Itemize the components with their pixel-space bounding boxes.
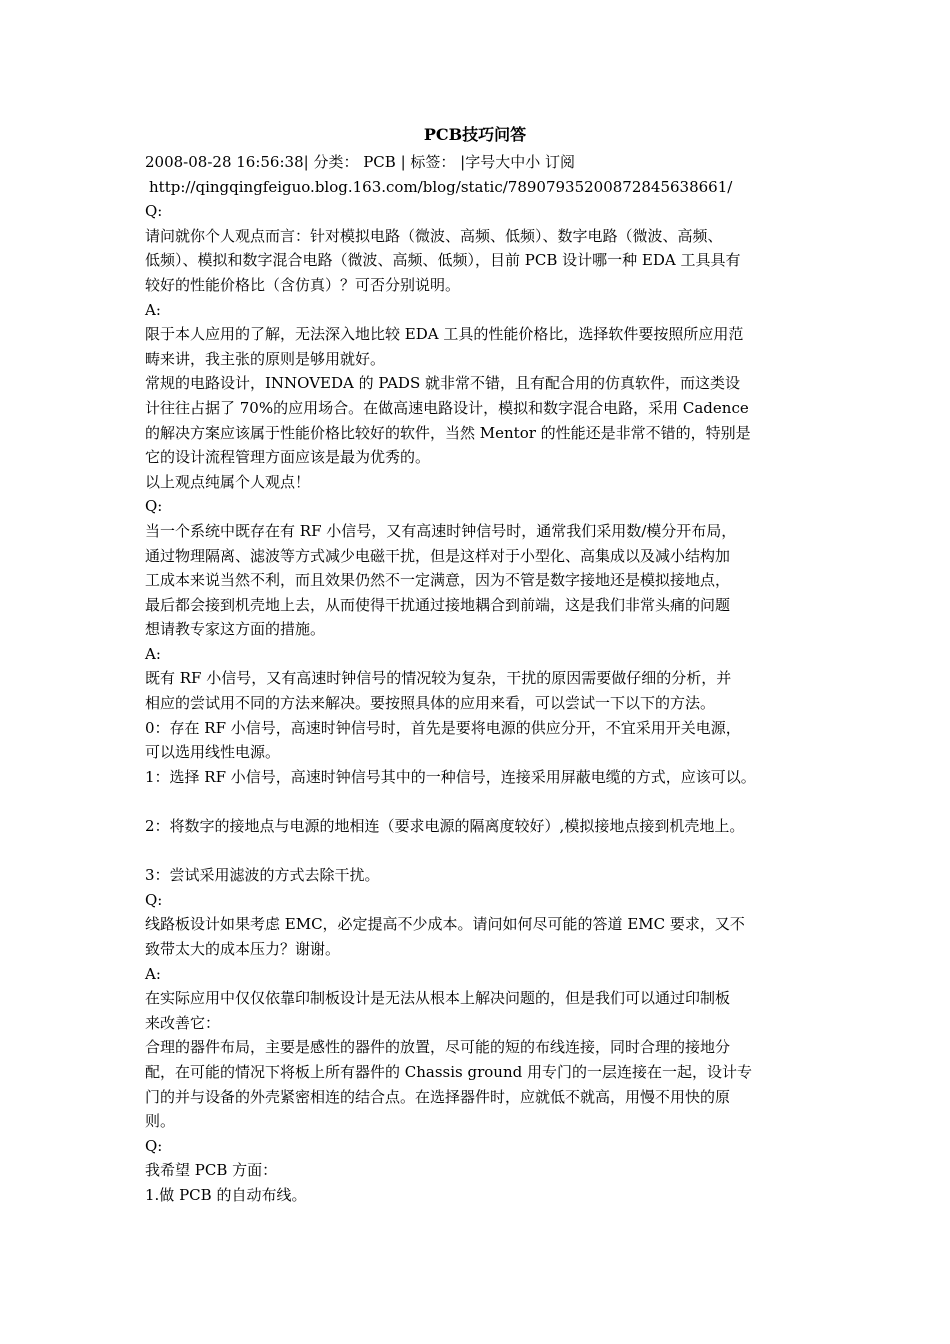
text-line: 合理的器件布局，主要是感性的器件的放置，尽可能的短的布线连接，同时合理的接地分 xyxy=(145,1038,731,1057)
text-line: Q: xyxy=(145,1136,163,1155)
text-line: 较好的性能价格比（含仿真）？可否分别说明。 xyxy=(145,275,461,294)
text-line: 我希望 PCB 方面： xyxy=(145,1161,278,1180)
meta-line: 2008-08-28 16:56:38| 分类： PCB | 标签： |字号大中小 订阅 xyxy=(145,153,575,171)
text-line: 它的设计流程管理方面应该是最为优秀的。 xyxy=(145,448,431,467)
text-line: 低频）、模拟和数字混合电路（微波、高频、低频），目前 PCB 设计哪一种 EDA 工具具有 xyxy=(145,251,741,270)
text-line: 配，在可能的情况下将板上所有器件的 Chassis ground 用专门的一层连接在一起，设计专 xyxy=(145,1062,753,1081)
text-line: 以上观点纯属个人观点！ xyxy=(145,472,311,491)
text-line: 可以选用线性电源。 xyxy=(145,743,281,762)
text-line: Q: xyxy=(145,202,163,221)
text-line: 3：尝试采用滤波的方式去除干扰。 xyxy=(145,866,380,885)
text-line: 既有 RF 小信号，又有高速时钟信号的情况较为复杂，干扰的原因需要做仔细的分析，并 xyxy=(145,669,732,688)
text-line: 线路板设计如果考虑 EMC，必定提高不少成本。请问如何尽可能的答道 EMC 要求，又不 xyxy=(145,915,745,934)
qa-content xyxy=(145,199,821,1207)
text-line: A: xyxy=(145,964,161,983)
text-line: 计往往占据了 70%的应用场合。在做高速电路设计，模拟和数字混合电路，采用 Cadence xyxy=(145,398,749,417)
text-line: 致带太大的成本压力？谢谢。 xyxy=(145,940,341,958)
blank-line xyxy=(145,789,821,814)
text-line: 最后都会接到机壳地上去，从而使得干扰通过接地耦合到前端，这是我们非常头痛的问题 xyxy=(145,595,731,614)
text-line: 在实际应用中仅仅依靠印制板设计是无法从根本上解决问题的，但是我们可以通过印制板 xyxy=(145,989,731,1008)
text-line: 常规的电路设计，INNOVEDA 的 PADS 就非常不错，且有配合用的仿真软件，而这类设 xyxy=(145,374,741,393)
text-line: 来改善它： xyxy=(145,1013,221,1032)
text-line: 0：存在 RF 小信号，高速时钟信号时，首先是要将电源的供应分开，不宜采用开关电源， xyxy=(145,718,741,737)
text-line: 通过物理隔离、滤波等方式减少电磁干扰，但是这样对于小型化、高集成以及减小结构加 xyxy=(145,546,731,565)
text-line: 门的并与设备的外壳紧密相连的结合点。在选择器件时，应就低不就高，用慢不用快的原 xyxy=(145,1087,731,1106)
text-line: 限于本人应用的了解，无法深入地比较 EDA 工具的性能价格比，选择软件要按照所应用范 xyxy=(145,325,744,344)
document-body xyxy=(145,150,821,1208)
text-line: Q: xyxy=(145,497,163,516)
text-line: 1.做 PCB 的自动布线。 xyxy=(145,1185,307,1204)
text-line: 的解决方案应该属于性能价格比较好的软件，当然 Mentor 的性能还是非常不错的，特别是 xyxy=(145,423,751,442)
text-line: 则。 xyxy=(145,1112,176,1131)
blank-line xyxy=(145,839,821,864)
text-line: 想请教专家这方面的措施。 xyxy=(145,620,326,639)
text-line: 相应的尝试用不同的方法来解决。要按照具体的应用来看，可以尝试一下以下的方法。 xyxy=(145,694,716,713)
text-line: A: xyxy=(145,644,161,663)
source-url[interactable]: http://qingqingfeiguo.blog.163.com/blog/static/78907935200872845638661/ xyxy=(149,177,733,196)
text-line: 1：选择 RF 小信号，高速时钟信号其中的一种信号，连接采用屏蔽电缆的方式，应该可以。 xyxy=(145,767,756,786)
text-line: 畴来讲，我主张的原则是够用就好。 xyxy=(145,349,386,368)
text-line: A: xyxy=(145,300,161,319)
text-line: Q: xyxy=(145,890,163,909)
text-line: 2：将数字的接地点与电源的地相连（要求电源的隔离度较好）,模拟接地点接到机壳地上。 xyxy=(145,817,745,836)
document-title: PCB技巧问答 xyxy=(423,125,527,144)
text-line: 当一个系统中既存在有 RF 小信号，又有高速时钟信号时，通常我们采用数/模分开布局， xyxy=(145,521,737,540)
text-line: 工成本来说当然不利，而且效果仍然不一定满意，因为不管是数字接地还是模拟接地点， xyxy=(145,571,731,590)
text-line: 请问就你个人观点而言：针对模拟电路（微波、高频、低频）、数字电路（微波、高频、 xyxy=(145,226,723,245)
